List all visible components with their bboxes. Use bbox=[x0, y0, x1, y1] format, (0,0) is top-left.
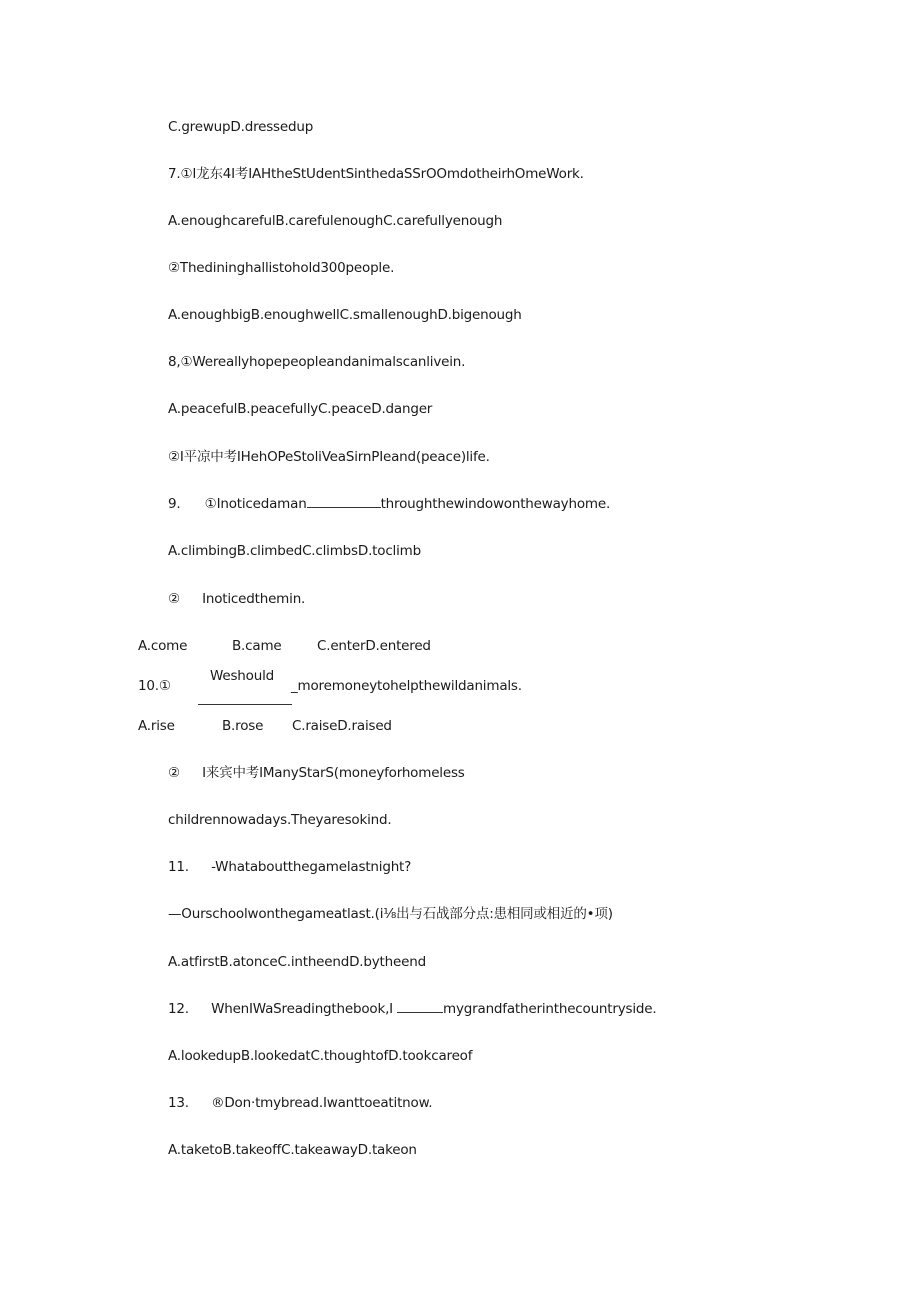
question-number: ② bbox=[168, 591, 180, 607]
answer-blank bbox=[397, 1000, 443, 1013]
option-line: A.peacefulB.peacefullyC.peaceD.danger bbox=[168, 401, 433, 417]
question-12 bbox=[168, 1000, 656, 1018]
option-line: A.climbingB.climbedC.climbsD.toclimb bbox=[168, 543, 421, 559]
question-7-2: ②Thedininghallistohold300people. bbox=[168, 260, 395, 276]
answer-blank bbox=[198, 704, 292, 705]
question-9-2 bbox=[168, 590, 305, 608]
question-13 bbox=[168, 1094, 432, 1112]
option-line: A.atfirstB.atonceC.intheendD.bytheend bbox=[168, 954, 426, 970]
option-a: A.come bbox=[138, 638, 188, 654]
answer-blank bbox=[307, 495, 381, 508]
option-line: A.enoughbigB.enoughwellC.smallenoughD.bigenough bbox=[168, 307, 522, 323]
question-number: 9. bbox=[168, 496, 181, 512]
option-cd: C.enterD.entered bbox=[317, 638, 431, 654]
question-10-prompt: Weshould bbox=[210, 668, 274, 684]
question-text: mygrandfatherinthecountryside. bbox=[443, 1001, 657, 1017]
option-b: B.came bbox=[232, 638, 282, 654]
option-line: A.taketoB.takeoffC.takeawayD.takeon bbox=[168, 1142, 417, 1158]
question-number: 10.① bbox=[138, 678, 171, 694]
question-10-text: _moremoneytohelpthewildanimals. bbox=[291, 678, 522, 694]
question-text: I来宾中考IManyStarS(moneyforhomeless bbox=[202, 765, 465, 781]
question-8-1: 8,①Wereallyhopepeopleandanimalscanlivein. bbox=[168, 354, 466, 370]
question-11 bbox=[168, 858, 411, 876]
dialogue-answer: —Ourschoolwonthegameatlast.(i⅛出与石战部分点:患相同或相近的•项) bbox=[168, 906, 613, 922]
option-line: A.lookedupB.lookedatC.thoughtofD.tookcareof bbox=[168, 1048, 473, 1064]
question-text: ®Don·tmybread.Iwanttoeatitnow. bbox=[211, 1095, 433, 1111]
question-text: -Whataboutthegamelastnight? bbox=[211, 859, 412, 875]
question-number: 12. bbox=[168, 1001, 189, 1017]
option-b: B.rose bbox=[222, 718, 264, 734]
question-text: throughthewindowonthewayhome. bbox=[380, 496, 611, 512]
question-number: 11. bbox=[168, 859, 189, 875]
question-9-1 bbox=[168, 495, 610, 513]
question-7-1: 7.①I龙东4I考IAHtheStUdentSinthedaSSrOOmdotheirhOmeWork. bbox=[168, 166, 584, 182]
option-cd: C.raiseD.raised bbox=[292, 718, 392, 734]
option-line: A.enoughcarefulB.carefulenoughC.carefullyenough bbox=[168, 213, 503, 229]
question-text: Inoticedthemin. bbox=[202, 591, 306, 607]
question-text: ①Inoticedaman bbox=[204, 496, 307, 512]
question-number: ② bbox=[168, 765, 180, 781]
option-a: A.rise bbox=[138, 718, 175, 734]
option-line: C.grewupD.dressedup bbox=[168, 119, 314, 135]
question-10-2 bbox=[168, 764, 465, 782]
question-8-2: ②I平凉中考IHehOPeStoliVeaSirnPIeand(peace)life. bbox=[168, 449, 490, 465]
question-number: 13. bbox=[168, 1095, 189, 1111]
question-text-continued: childrennowadays.Theyaresokind. bbox=[168, 812, 392, 828]
question-text: WhenIWaSreadingthebook,I bbox=[211, 1001, 393, 1017]
